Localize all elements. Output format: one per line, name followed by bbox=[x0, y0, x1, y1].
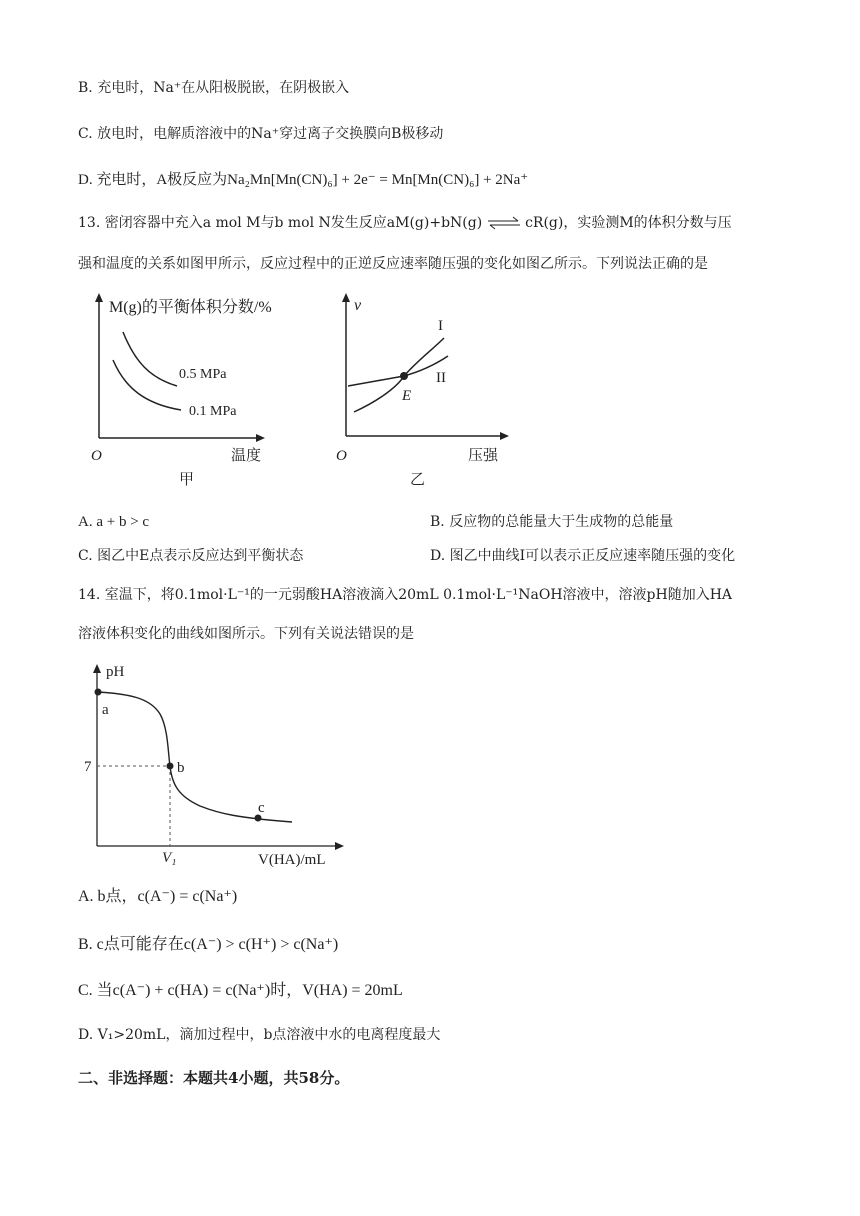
q14-option-c: C. 当c(A⁻) + c(HA) = c(Na⁺)时，V(HA) = 20mL bbox=[78, 982, 403, 999]
jia-curve-label-0.1mpa: 0.1 MPa bbox=[189, 404, 237, 419]
jia-caption: 甲 bbox=[179, 472, 195, 488]
yi-origin: O bbox=[336, 448, 347, 464]
curve-I bbox=[354, 338, 444, 412]
jia-origin: O bbox=[91, 448, 102, 464]
ph-x-axis-label: V(HA)/mL bbox=[258, 852, 326, 868]
q13-option-d: D. 图乙中曲线I可以表示正反应速率随压强的变化 bbox=[430, 548, 736, 564]
jia-y-axis-label: M(g)的平衡体积分数/% bbox=[109, 299, 272, 316]
yi-x-axis-label: 压强 bbox=[468, 448, 499, 464]
ph-point-b-label: b bbox=[177, 760, 185, 776]
q13-stem-part2: cR(g)，实验测M的体积分数与压 bbox=[525, 215, 732, 231]
section-heading: 二、非选择题：本题共4小题，共58分。 bbox=[78, 1069, 350, 1087]
q12-option-b: B. 充电时，Na⁺在从阳极脱嵌，在阴极嵌入 bbox=[78, 80, 350, 96]
q12-option-d: D. 充电时，A极反应为Na₂Mn[Mn(CN)₆] + 2e⁻ = Mn[Mn(CN)₆] + 2Na⁺ bbox=[78, 172, 529, 188]
q14-option-b: B. c点可能存在c(A⁻) > c(H⁺) > c(Na⁺) bbox=[78, 936, 339, 953]
figure-yi bbox=[332, 290, 522, 490]
yi-curve-label-i: I bbox=[438, 318, 443, 334]
point-a bbox=[95, 689, 102, 696]
ph-point-c-label: c bbox=[258, 800, 265, 816]
jia-x-axis-label: 温度 bbox=[231, 448, 262, 464]
ph-tick-v1: V₁ bbox=[162, 850, 177, 866]
equilibrium-arrow-icon bbox=[487, 216, 521, 230]
q14-stem-line2: 溶液体积变化的曲线如图所示。下列有关说法错误的是 bbox=[78, 626, 414, 642]
jia-curve-label-0.5mpa: 0.5 MPa bbox=[179, 367, 227, 382]
ph-point-a-label: a bbox=[102, 702, 109, 718]
q13-stem-part1: 13. 密闭容器中充入a mol M与b mol N发生反应aM(g)+bN(g) bbox=[78, 215, 483, 231]
q14-option-a: A. b点，c(A⁻) = c(Na⁺) bbox=[78, 888, 238, 905]
curve-0.5mpa bbox=[123, 332, 177, 386]
ph-y-axis-label: pH bbox=[106, 664, 125, 680]
point-e bbox=[400, 372, 408, 380]
q13-stem-line1 bbox=[78, 213, 732, 233]
q13-stem-line2: 强和温度的关系如图甲所示，反应过程中的正逆反应速率随压强的变化如图乙所示。下列说法正确的是 bbox=[78, 256, 708, 272]
q13-option-a: A. a + b > c bbox=[78, 514, 150, 530]
yi-point-e-label: E bbox=[402, 388, 412, 404]
q14-stem-line1: 14. 室温下，将0.1mol·L⁻¹的一元弱酸HA溶液滴入20mL 0.1mol·L⁻¹NaOH溶液中，溶液pH随加入HA bbox=[78, 587, 733, 603]
q12-option-c: C. 放电时，电解质溶液中的Na⁺穿过离子交换膜向B极移动 bbox=[78, 126, 444, 142]
q13-option-b: B. 反应物的总能量大于生成物的总能量 bbox=[430, 514, 674, 530]
q13-option-c: C. 图乙中E点表示反应达到平衡状态 bbox=[78, 548, 304, 564]
figure-jia bbox=[85, 290, 285, 490]
q14-option-d: D. V₁>20mL，滴加过程中，b点溶液中水的电离程度最大 bbox=[78, 1027, 441, 1043]
yi-curve-label-ii: II bbox=[436, 370, 446, 386]
yi-y-axis-label: v bbox=[354, 297, 362, 314]
curve-0.1mpa bbox=[113, 360, 181, 410]
curve-II bbox=[348, 356, 448, 386]
point-b bbox=[167, 763, 174, 770]
ph-tick-7: 7 bbox=[84, 759, 92, 775]
figure-ph-titration bbox=[80, 656, 370, 870]
yi-caption: 乙 bbox=[410, 472, 426, 488]
